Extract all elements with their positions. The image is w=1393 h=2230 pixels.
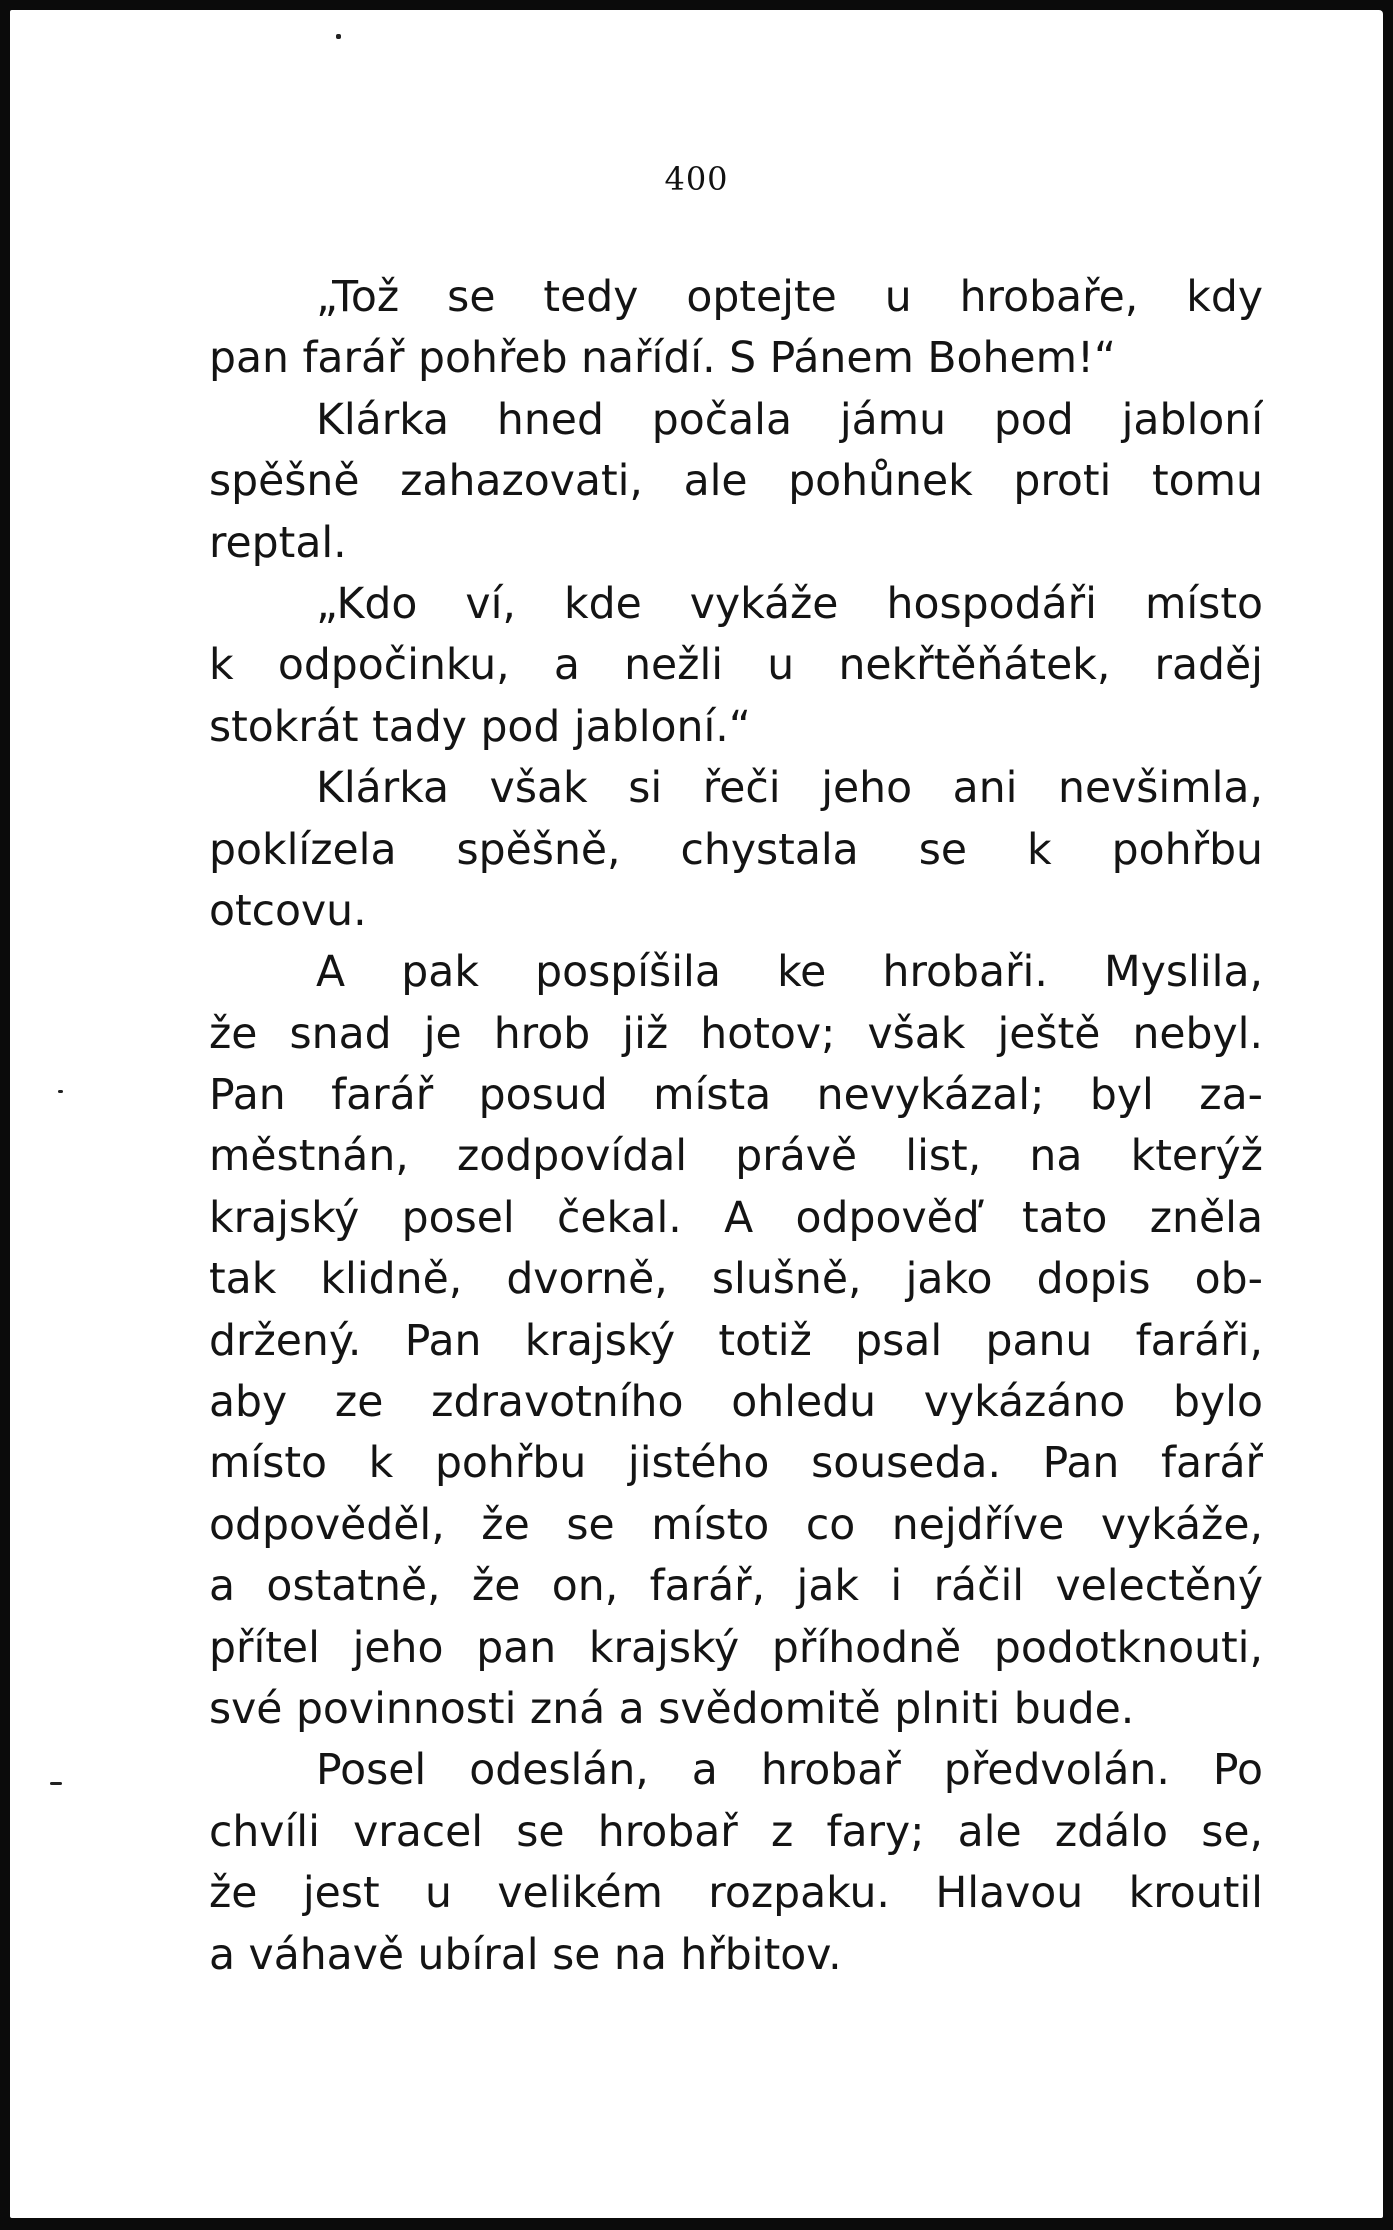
text-line: městnán, zodpovídal právě list, na kterýž: [209, 1132, 1263, 1182]
scan-speck: [336, 34, 341, 39]
text-line: tak klidně, dvorně, slušně, jako dopis ob-: [209, 1255, 1263, 1305]
text-line: chvíli vracel se hrobař z fary; ale zdálo se,: [209, 1807, 1263, 1857]
book-page: [10, 10, 1383, 2218]
text-line: stokrát tady pod jabloní.“: [209, 702, 751, 752]
text-line: že jest u velikém rozpaku. Hlavou kroutil: [209, 1869, 1263, 1919]
text-line: spěšně zahazovati, ale pohůnek proti tomu: [209, 457, 1263, 507]
text-line: místo k pohřbu jistého souseda. Pan farář: [209, 1439, 1263, 1489]
text-line: otcovu.: [209, 886, 367, 936]
text-line: a ostatně, že on, farář, jak i ráčil velectěný: [209, 1562, 1263, 1612]
text-line: „Tož se tedy optejte u hrobaře, kdy: [316, 273, 1263, 322]
text-line: A pak pospíšila ke hrobaři. Myslila,: [316, 948, 1263, 998]
text-line: a váhavě ubíral se na hřbitov.: [209, 1930, 842, 1980]
text-line: „Kdo ví, kde vykáže hospodáři místo: [316, 579, 1263, 629]
text-line: odpověděl, že se místo co nejdříve vykáže,: [209, 1500, 1263, 1550]
text-line: držený. Pan krajský totiž psal panu faráři,: [209, 1316, 1263, 1366]
body-text: [209, 267, 1263, 1986]
text-line: krajský posel čekal. A odpověď tato zněla: [209, 1193, 1263, 1243]
scan-speck: [58, 1090, 63, 1093]
text-line: Pan farář posud místa nevykázal; byl za-: [209, 1071, 1263, 1121]
text-line: pan farář pohřeb nařídí. S Pánem Bohem!“: [209, 334, 1117, 384]
text-line: Klárka však si řeči jeho ani nevšimla,: [316, 764, 1263, 814]
text-line: že snad je hrob již hotov; však ještě nebyl.: [209, 1009, 1263, 1059]
text-line: poklízela spěšně, chystala se k pohřbu: [209, 825, 1263, 875]
text-line: své povinnosti zná a svědomitě plniti bude.: [209, 1684, 1135, 1734]
scan-speck: [50, 1782, 62, 1785]
text-line: aby ze zdravotního ohledu vykázáno bylo: [209, 1378, 1263, 1428]
page-number: 400: [664, 160, 729, 198]
text-line: reptal.: [209, 518, 347, 568]
text-line: Klárka hned počala jámu pod jabloní: [316, 395, 1263, 445]
text-line: Posel odeslán, a hrobař předvolán. Po: [316, 1746, 1263, 1796]
text-line: k odpočinku, a nežli u nekřtěňátek, raděj: [209, 641, 1263, 691]
text-line: přítel jeho pan krajský příhodně podotknouti,: [209, 1623, 1263, 1673]
